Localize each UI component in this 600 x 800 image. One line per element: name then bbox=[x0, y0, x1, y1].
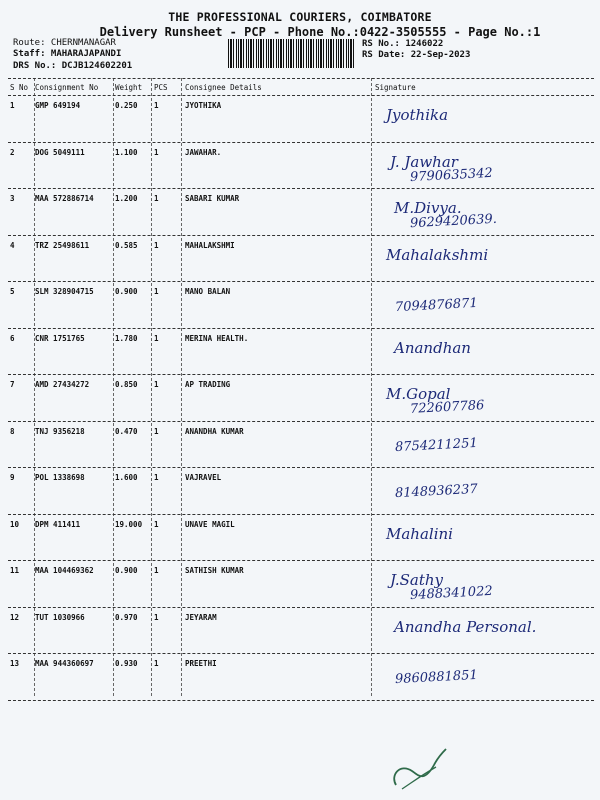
signature-phone: 8754211251 bbox=[394, 435, 479, 455]
cell-pcs: 1 bbox=[154, 519, 159, 529]
table-row bbox=[8, 561, 594, 608]
signature-phone: 722607786 bbox=[409, 398, 485, 417]
cell-pcs: 1 bbox=[154, 426, 159, 436]
signature-name: Mahalakshmi bbox=[386, 245, 489, 264]
cell-consignee: MANO BALAN bbox=[185, 287, 231, 296]
cell-consignment: MAA 944360697 bbox=[35, 659, 94, 668]
cell-weight: 1.600 bbox=[115, 473, 138, 482]
rs-date: RS Date: 22-Sep-2023 bbox=[362, 50, 471, 60]
rs-number: RS No.: 1246022 bbox=[362, 39, 444, 49]
cell-pcs: 1 bbox=[154, 380, 159, 389]
table-row bbox=[8, 143, 594, 190]
signature-name: J. Jawhar bbox=[390, 152, 458, 171]
cell-pcs: 1 bbox=[154, 147, 159, 157]
table-row bbox=[8, 329, 594, 376]
cell-weight: 1.100 bbox=[115, 147, 138, 157]
cell-pcs: 1 bbox=[154, 333, 159, 343]
header-pcs: PCS bbox=[154, 83, 168, 92]
signature-name: Mahalini bbox=[386, 524, 453, 543]
cell-consignment: TNJ 9356218 bbox=[35, 426, 85, 436]
header-sno: S No bbox=[10, 83, 29, 92]
cell-consignment: MAA 572886714 bbox=[35, 194, 94, 203]
barcode-image bbox=[228, 39, 356, 68]
signature-mark-icon bbox=[388, 745, 448, 793]
table-row bbox=[8, 422, 594, 469]
cell-sno: 4 bbox=[10, 240, 15, 250]
cell-sno: 11 bbox=[10, 566, 20, 575]
cell-consignment: GMP 649194 bbox=[35, 101, 81, 110]
cell-pcs: 1 bbox=[154, 473, 159, 482]
signature-phone: 9790635342 bbox=[409, 165, 494, 185]
cell-weight: 0.250 bbox=[115, 101, 138, 110]
cell-weight: 0.470 bbox=[115, 426, 138, 436]
cell-pcs: 1 bbox=[154, 194, 159, 203]
signature-name: Jyothika bbox=[386, 106, 449, 124]
cell-sno: 2 bbox=[10, 147, 15, 157]
table-row bbox=[8, 654, 594, 701]
cell-weight: 1.200 bbox=[115, 194, 138, 203]
signature-name: Anandha Personal. bbox=[394, 617, 537, 636]
cell-consignment: SLM 328904715 bbox=[35, 287, 94, 296]
signature-phone: 9860881851 bbox=[394, 667, 479, 688]
cell-consignment: TUT 1030966 bbox=[35, 612, 85, 622]
cell-sno: 13 bbox=[10, 659, 20, 668]
cell-consignee: AP TRADING bbox=[185, 380, 231, 389]
cell-pcs: 1 bbox=[154, 659, 159, 668]
signature-phone: 8148936237 bbox=[394, 481, 479, 502]
cell-sno: 10 bbox=[10, 519, 20, 529]
cell-weight: 19.000 bbox=[115, 519, 143, 529]
cell-consignment: TRZ 25498611 bbox=[35, 240, 90, 250]
table-body bbox=[8, 96, 594, 701]
cell-consignee: JAWAHAR. bbox=[185, 147, 222, 157]
cell-sno: 9 bbox=[10, 473, 15, 482]
header-signature: Signature bbox=[375, 83, 416, 92]
cell-consignee: JEYARAM bbox=[185, 612, 217, 622]
cell-pcs: 1 bbox=[154, 240, 159, 250]
cell-sno: 8 bbox=[10, 426, 15, 436]
cell-sno: 3 bbox=[10, 194, 15, 203]
cell-pcs: 1 bbox=[154, 287, 159, 296]
cell-consignee: SATHISH KUMAR bbox=[185, 566, 244, 575]
header-consignee: Consignee Details bbox=[185, 83, 262, 92]
document-title: THE PROFESSIONAL COURIERS, COIMBATORE bbox=[168, 10, 432, 24]
cell-weight: 1.780 bbox=[115, 333, 138, 343]
table-row bbox=[8, 189, 594, 236]
cell-consignee: VAJRAVEL bbox=[185, 473, 222, 482]
cell-consignee: SABARI KUMAR bbox=[185, 194, 240, 203]
cell-consignment: POL 1338698 bbox=[35, 473, 85, 482]
signature-name: J.Sathy bbox=[390, 571, 443, 589]
cell-consignment: CNR 1751765 bbox=[35, 333, 85, 343]
signature-name: M.Gopal bbox=[386, 385, 451, 403]
cell-consignment: AMD 27434272 bbox=[35, 380, 90, 389]
table-row bbox=[8, 282, 594, 329]
cell-consignee: MAHALAKSHMI bbox=[185, 240, 235, 250]
cell-consignment: MAA 104469362 bbox=[35, 566, 94, 575]
cell-pcs: 1 bbox=[154, 612, 159, 622]
signature-name: Anandhan bbox=[394, 338, 471, 357]
cell-sno: 7 bbox=[10, 380, 15, 389]
cell-sno: 12 bbox=[10, 612, 20, 622]
table-row bbox=[8, 468, 594, 515]
cell-sno: 6 bbox=[10, 333, 15, 343]
signature-phone: 7094876871 bbox=[394, 295, 479, 316]
cell-weight: 0.900 bbox=[115, 566, 138, 575]
signature-phone: 9488341022 bbox=[409, 583, 494, 604]
cell-consignment: DOG 5049111 bbox=[35, 147, 85, 157]
cell-consignee: PREETHI bbox=[185, 659, 217, 668]
cell-weight: 0.900 bbox=[115, 287, 138, 296]
cell-weight: 0.585 bbox=[115, 240, 138, 250]
cell-weight: 0.850 bbox=[115, 380, 138, 389]
table-row bbox=[8, 515, 594, 562]
runsheet-table bbox=[8, 78, 594, 701]
cell-pcs: 1 bbox=[154, 101, 159, 110]
signature-name: M.Divya. bbox=[394, 199, 462, 217]
table-row bbox=[8, 96, 594, 143]
signature-phone: 9629420639. bbox=[409, 211, 498, 232]
table-row bbox=[8, 236, 594, 283]
drs-number: DRS No.: DCJB124602201 bbox=[13, 61, 133, 71]
route-label: Route: CHERNMANAGAR bbox=[13, 38, 116, 48]
cell-sno: 5 bbox=[10, 287, 15, 296]
table-row bbox=[8, 375, 594, 422]
cell-consignment: DPM 411411 bbox=[35, 519, 81, 529]
cell-weight: 0.970 bbox=[115, 612, 138, 622]
cell-weight: 0.930 bbox=[115, 659, 138, 668]
cell-pcs: 1 bbox=[154, 566, 159, 575]
cell-consignee: MERINA HEALTH. bbox=[185, 333, 249, 343]
cell-consignee: UNAVE MAGIL bbox=[185, 519, 235, 529]
cell-consignee: ANANDHA KUMAR bbox=[185, 426, 244, 436]
header-weight: Weight bbox=[115, 83, 143, 92]
header-consignment: Consignment No bbox=[35, 83, 99, 92]
staff-label: Staff: MAHARAJAPANDI bbox=[13, 49, 122, 59]
cell-sno: 1 bbox=[10, 101, 15, 110]
document-subtitle: Delivery Runsheet - PCP - Phone No.:0422-3505555 - Page No.:1 bbox=[99, 25, 541, 39]
table-header bbox=[8, 78, 594, 96]
cell-consignee: JYOTHIKA bbox=[185, 101, 222, 110]
